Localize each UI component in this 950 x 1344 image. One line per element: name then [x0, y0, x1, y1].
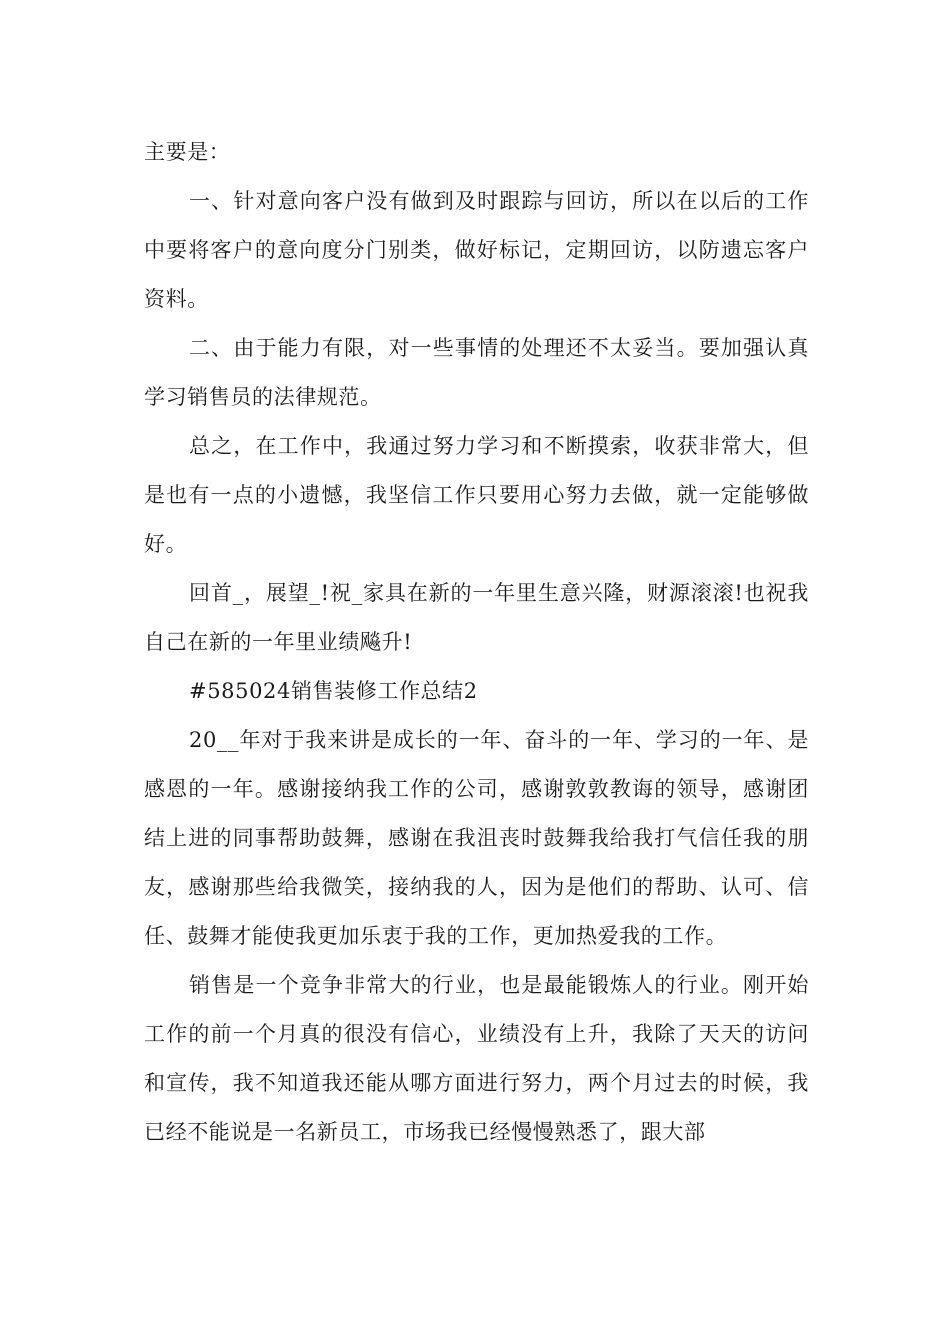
section-heading: #585024销售装修工作总结2 — [189, 679, 478, 703]
paragraph-5: 20__年对于我来讲是成长的一年、奋斗的一年、学习的一年、是感恩的一年。感谢接纳我工作的公司，感谢敦敦教诲的领导，感谢团结上进的同事帮助鼓舞，感谢在我沮丧时鼓舞我给我打气信任我的朋友，感谢那些给我微笑，接纳我的人，因为是他们的帮助、认可、信任、鼓舞才能使我更加乐衷于我的工作，更加热爱我的工作。 — [144, 728, 809, 948]
paragraph-3: 总之，在工作中，我通过努力学习和不断摸索，收获非常大，但是也有一点的小遗憾，我坚信工作只要用心努力去做，就一定能够做好。 — [144, 434, 809, 556]
paragraph-6: 销售是一个竞争非常大的行业，也是最能锻炼人的行业。刚开始工作的前一个月真的很没有信心，业绩没有上升，我除了天天的访问和宣传，我不知道我还能从哪方面进行努力，两个月过去的时候，我已经不能说是一名新员工，市场我已经慢慢熟悉了，跟大部 — [144, 973, 809, 1144]
intro-line: 主要是： — [144, 140, 231, 164]
document-page — [144, 128, 809, 1157]
paragraph-2: 二、由于能力有限，对一些事情的处理还不太妥当。要加强认真学习销售员的法律规范。 — [144, 336, 809, 409]
paragraph-4: 回首_，展望_!祝_家具在新的一年里生意兴隆，财源滚滚!也祝我自己在新的一年里业绩飚升! — [144, 581, 809, 654]
paragraph-1: 一、针对意向客户没有做到及时跟踪与回访，所以在以后的工作中要将客户的意向度分门别类，做好标记，定期回访，以防遗忘客户资料。 — [144, 189, 809, 311]
